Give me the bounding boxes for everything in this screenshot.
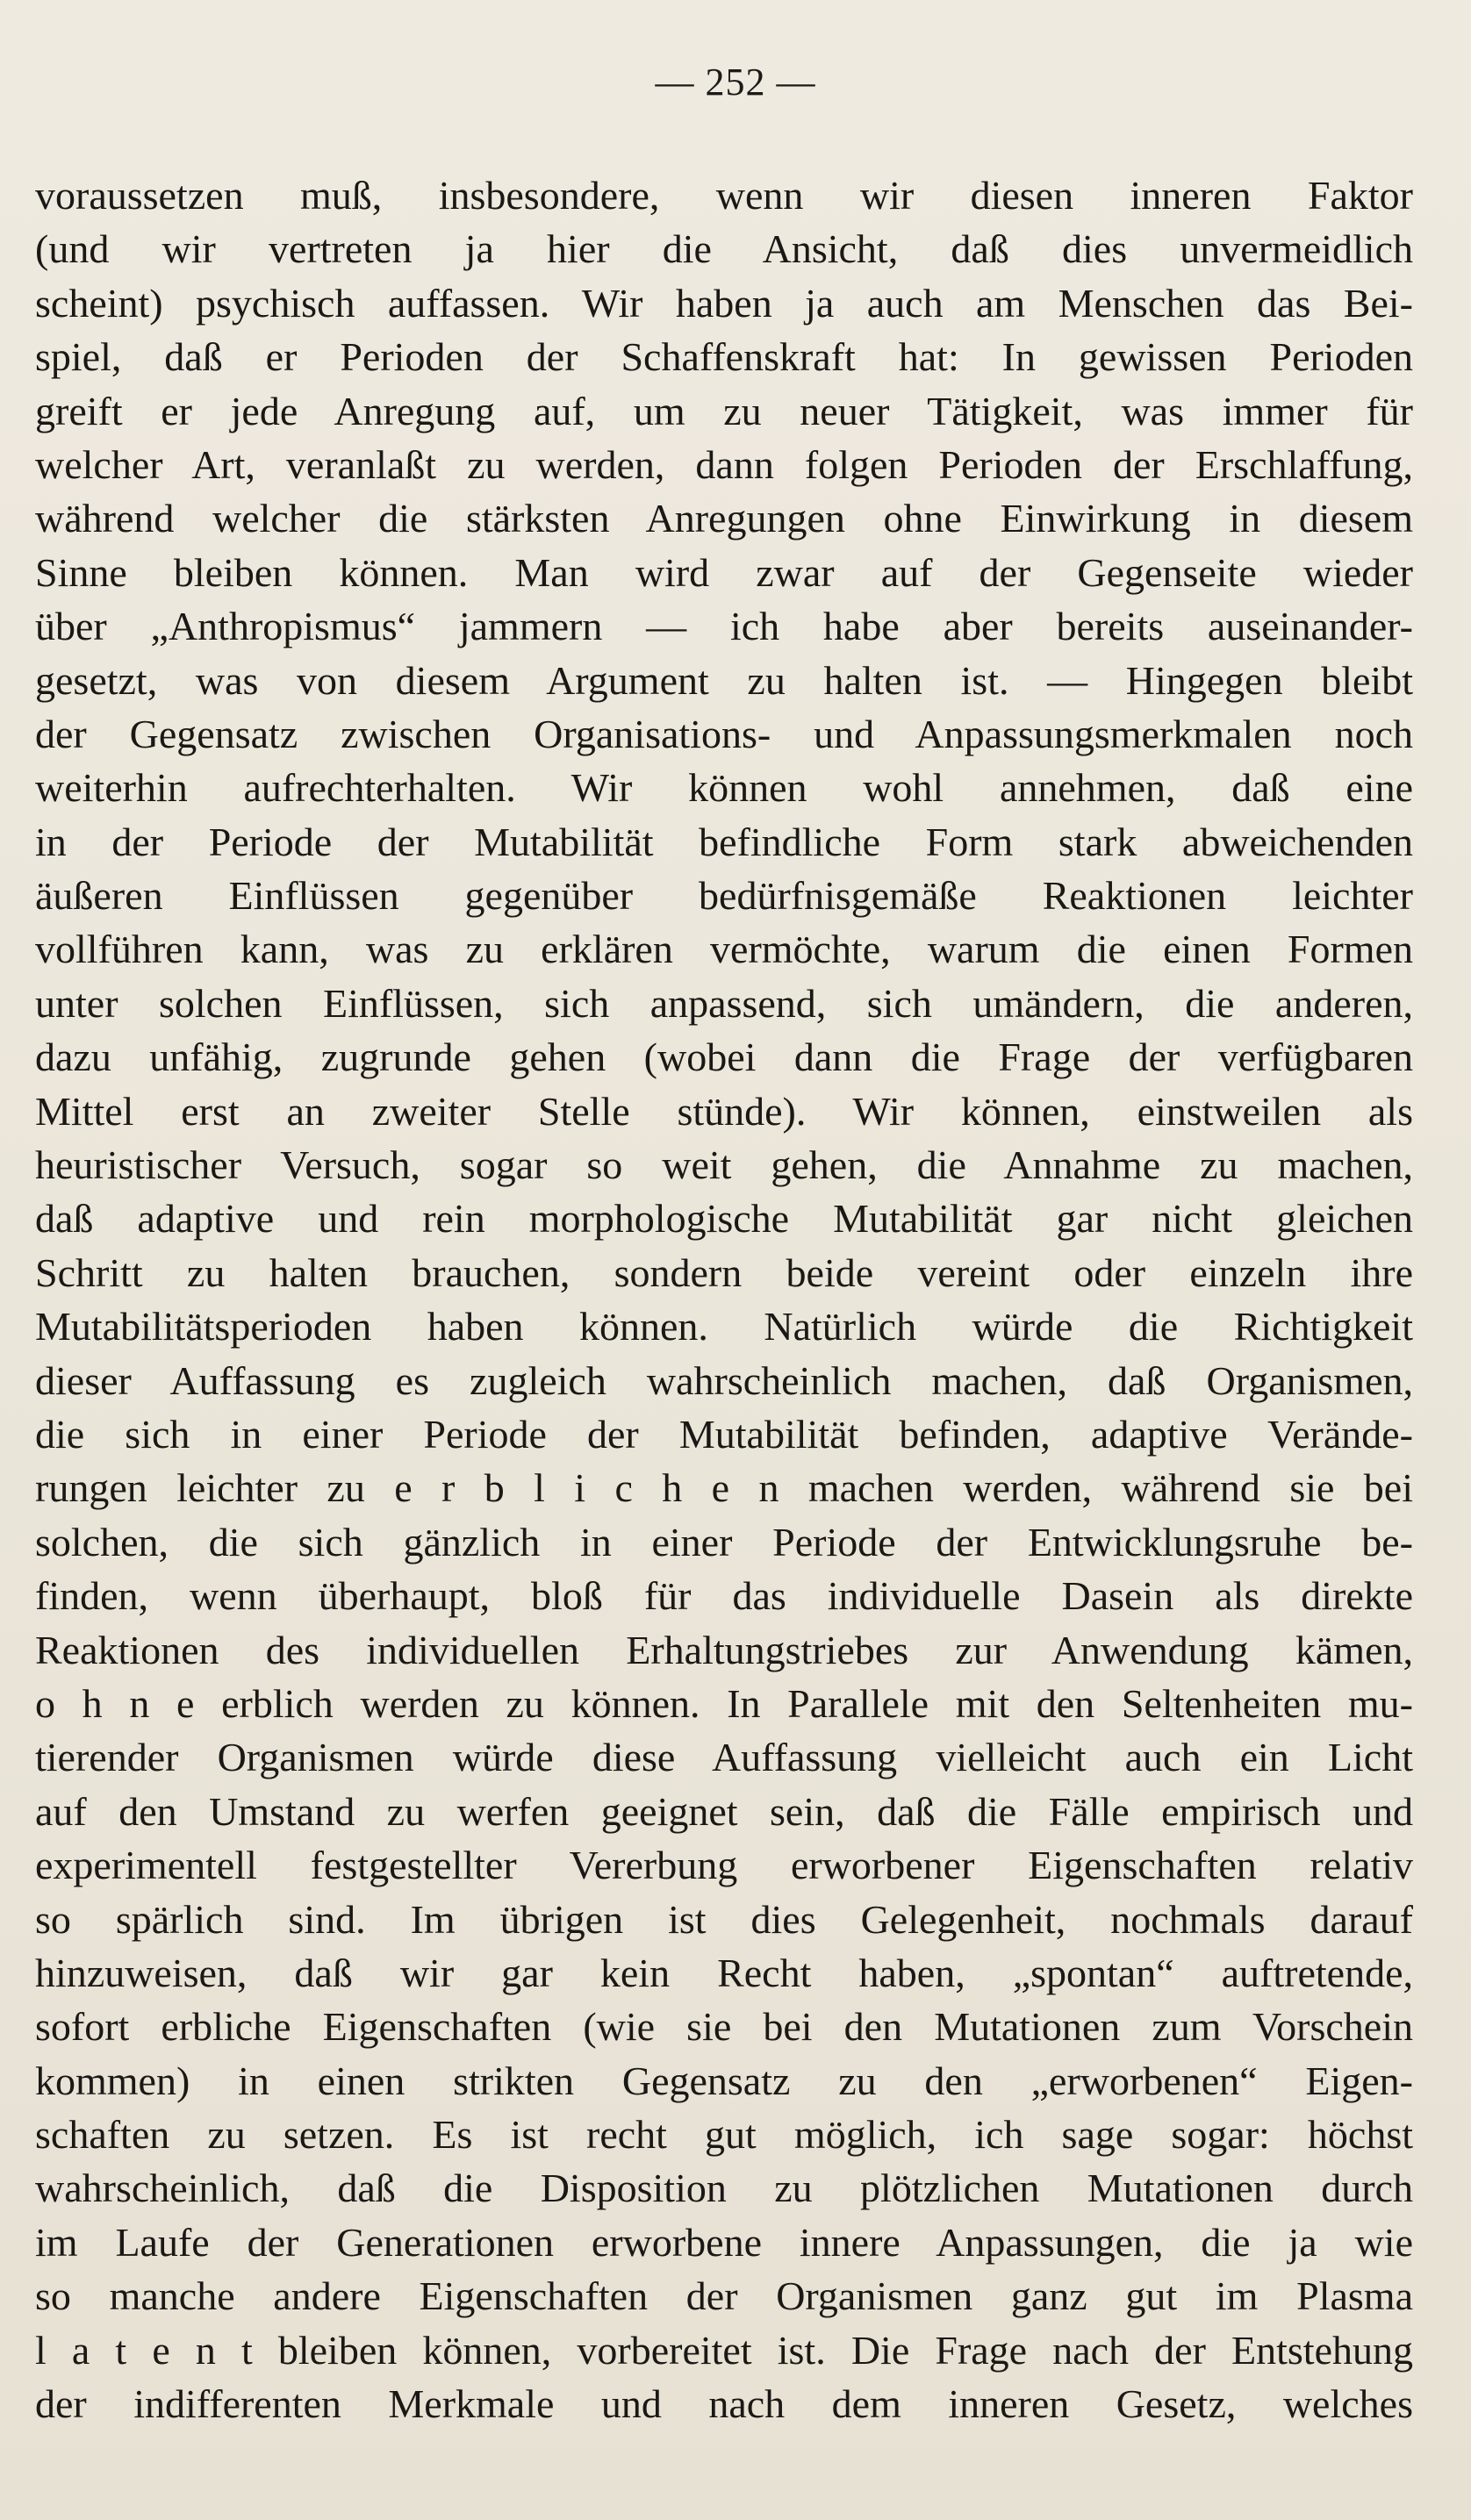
text-line: im Laufe der Generationen erworbene innere Anpassungen, die ja wie [35, 2219, 1413, 2265]
text-line: o h n e erblich werden zu können. In Parallele mit den Seltenheiten mu- [35, 1680, 1413, 1726]
text-line: Mutabilitätsperioden haben können. Natürlich würde die Richtigkeit [35, 1304, 1413, 1349]
text-line: Reaktionen des individuellen Erhaltungstriebes zur Anwendung kämen, [35, 1627, 1413, 1672]
text-line: äußeren Einflüssen gegenüber bedürfnisgemäße Reaktionen leichter [35, 873, 1413, 919]
text-line: spiel, daß er Perioden der Schaffenskraft hat: In gewissen Perioden [35, 334, 1413, 380]
text-line: (und wir vertreten ja hier die Ansicht, daß dies unvermeidlich [35, 226, 1413, 272]
text-line: l a t e n t bleiben können, vorbereitet ist. Die Frage nach der Entstehung [35, 2327, 1413, 2373]
text-line: voraussetzen muß, insbesondere, wenn wir diesen inneren Faktor [35, 173, 1413, 218]
text-line: solchen, die sich gänzlich in einer Periode der Entwicklungsruhe be- [35, 1519, 1413, 1564]
text-line: unter solchen Einflüssen, sich anpassend, sich umändern, die anderen, [35, 980, 1413, 1026]
text-line: der Gegensatz zwischen Organisations- und Anpassungsmerkmalen noch [35, 711, 1413, 756]
body-text [35, 168, 1413, 2431]
page-number: — 252 — [655, 61, 816, 104]
text-line: über „Anthropismus“ jammern — ich habe aber bereits auseinander- [35, 604, 1413, 649]
text-line: Schritt zu halten brauchen, sondern beide vereint oder einzeln ihre [35, 1249, 1413, 1295]
text-line: welcher Art, veranlaßt zu werden, dann folgen Perioden der Erschlaffung, [35, 441, 1413, 487]
text-line: daß adaptive und rein morphologische Mutabilität gar nicht gleichen [35, 1196, 1413, 1242]
text-line: so manche andere Eigenschaften der Organismen ganz gut im Plasma [35, 2273, 1413, 2319]
text-line: tierender Organismen würde diese Auffassung vielleicht auch ein Licht [35, 1735, 1413, 1780]
text-line: dieser Auffassung es zugleich wahrscheinlich machen, daß Organismen, [35, 1357, 1413, 1403]
text-line: greift er jede Anregung auf, um zu neuer Tätigkeit, was immer für [35, 388, 1413, 433]
text-line: kommen) in einen strikten Gegensatz zu den „erworbenen“ Eigen- [35, 2058, 1413, 2103]
text-line: auf den Umstand zu werfen geeignet sein, daß die Fälle empirisch und [35, 1788, 1413, 1834]
text-line: gesetzt, was von diesem Argument zu halten ist. — Hingegen bleibt [35, 657, 1413, 703]
text-line: sofort erbliche Eigenschaften (wie sie bei den Mutationen zum Vorschein [35, 2004, 1413, 2050]
text-line: die sich in einer Periode der Mutabilität befinden, adaptive Verände- [35, 1411, 1413, 1457]
text-line: der indifferenten Merkmale und nach dem inneren Gesetz, welches [35, 2381, 1413, 2427]
text-line: heuristischer Versuch, sogar so weit gehen, die Annahme zu machen, [35, 1142, 1413, 1188]
text-line: Sinne bleiben können. Man wird zwar auf der Gegenseite wieder [35, 549, 1413, 595]
text-line: rungen leichter zu e r b l i c h e n machen werden, während sie bei [35, 1465, 1413, 1511]
text-line: Mittel erst an zweiter Stelle stünde). Wir können, einstweilen als [35, 1088, 1413, 1134]
text-line: finden, wenn überhaupt, bloß für das individuelle Dasein als direkte [35, 1573, 1413, 1619]
text-line: während welcher die stärksten Anregungen ohne Einwirkung in diesem [35, 496, 1413, 541]
text-line: experimentell festgestellter Vererbung erworbener Eigenschaften relativ [35, 1843, 1413, 1888]
text-line: hinzuweisen, daß wir gar kein Recht haben, „spontan“ auftretende, [35, 1950, 1413, 1995]
text-line: scheint) psychisch auffassen. Wir haben ja auch am Menschen das Bei- [35, 280, 1413, 326]
text-line: schaften zu setzen. Es ist recht gut möglich, ich sage sogar: höchst [35, 2112, 1413, 2158]
text-line: wahrscheinlich, daß die Disposition zu plötzlichen Mutationen durch [35, 2166, 1413, 2211]
text-line: in der Periode der Mutabilität befindliche Form stark abweichenden [35, 819, 1413, 864]
text-line: vollführen kann, was zu erklären vermöchte, warum die einen Formen [35, 927, 1413, 972]
text-line: dazu unfähig, zugrunde gehen (wobei dann die Frage der verfügbaren [35, 1034, 1413, 1080]
text-line: weiterhin aufrechterhalten. Wir können wohl annehmen, daß eine [35, 765, 1413, 811]
text-line: so spärlich sind. Im übrigen ist dies Gelegenheit, nochmals darauf [35, 1896, 1413, 1942]
